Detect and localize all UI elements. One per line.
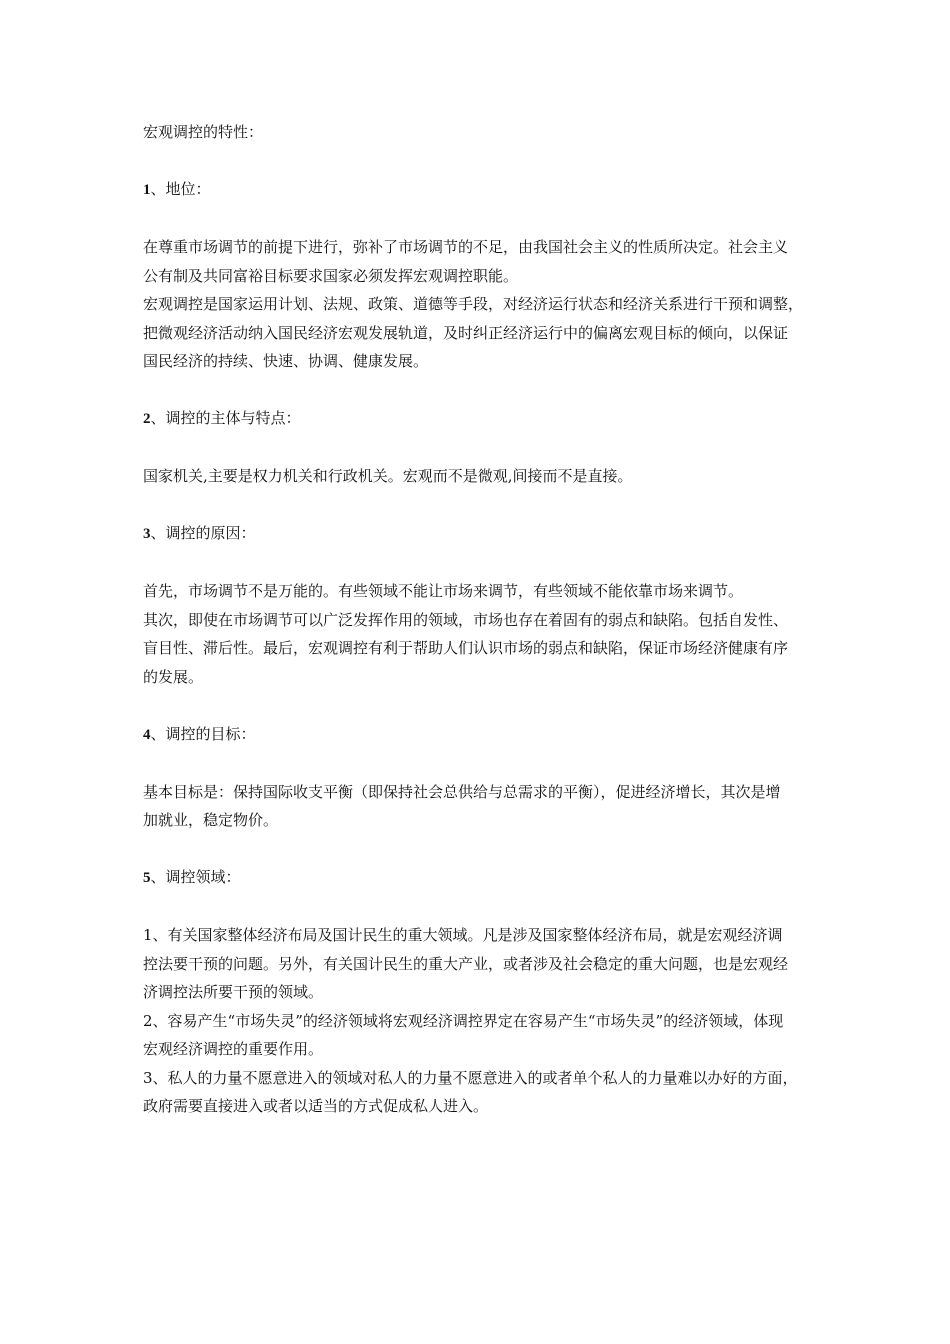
section-heading-text: 、调控的目标： (150, 724, 256, 743)
spacer (143, 434, 893, 463)
paragraph (143, 290, 893, 376)
text-line: 其次，即使在市场调节可以广泛发挥作用的领域，市场也存在着固有的弱点和缺陷。包括自发性、 (143, 610, 789, 629)
spacer (143, 147, 893, 176)
spacer (143, 835, 893, 864)
section-heading (143, 720, 893, 750)
document-title: 宏观调控的特性： (143, 123, 264, 141)
paragraph (143, 233, 893, 290)
paragraph (143, 462, 893, 491)
spacer (143, 749, 893, 778)
text-line: 2、容易产生“市场失灵”的经济领域将宏观经济调控界定在容易产生“市场失灵”的经济领域，体现 (143, 1011, 784, 1030)
paragraph (143, 1064, 893, 1121)
text-line: 加就业，稳定物价。 (143, 811, 279, 829)
paragraph (143, 921, 893, 1007)
section-number: 1 (143, 182, 151, 198)
spacer (143, 691, 893, 720)
text-line: 盲目性、滞后性。最后，宏观调控有利于帮助人们认识市场的弱点和缺陷，保证市场经济健康有序 (143, 639, 789, 657)
section-heading-text: 、调控的原因： (150, 524, 256, 542)
text-line: 首先，市场调节不是万能的。有些领域不能让市场来调节，有些领域不能依靠市场来调节。 (143, 582, 744, 600)
text-line: 1、有关国家整体经济布局及国计民生的重大领域。凡是涉及国家整体经济布局，就是宏观经济调 (143, 926, 783, 944)
section-heading (143, 175, 893, 205)
section-heading-text: 、调控领域： (150, 868, 241, 886)
section-heading (143, 404, 893, 434)
text-line: 基本目标是：保持国际收支平衡（即保持社会总供给与总需求的平衡），促进经济增长，其次是增 (143, 782, 781, 801)
section-number: 2 (143, 411, 151, 427)
paragraph (143, 1007, 893, 1064)
text-line: 在尊重市场调节的前提下进行，弥补了市场调节的不足，由我国社会主义的性质所决定。社会主义 (143, 238, 789, 256)
section-heading (143, 519, 893, 549)
document-body (143, 118, 893, 1121)
section-number: 4 (143, 726, 151, 743)
section-heading-text: 、地位： (150, 180, 211, 198)
section-number: 3 (143, 526, 151, 542)
text-line: 济调控法所要干预的领域。 (143, 983, 324, 1001)
text-line: 公有制及共同富裕目标要求国家必须发挥宏观调控职能。 (143, 266, 519, 285)
text-line: 国民经济的持续、快速、协调、健康发展。 (143, 352, 429, 370)
section-number: 5 (143, 870, 151, 886)
text-line: 宏观调控是国家运用计划、法规、政策、道德等手段，对经济运行状态和经济关系进行干预和调整， (143, 295, 804, 313)
paragraph (143, 577, 893, 606)
spacer (143, 376, 893, 405)
spacer (143, 491, 893, 520)
spacer (143, 893, 893, 922)
spacer (143, 205, 893, 234)
paragraph (143, 778, 893, 835)
text-line: 控法要干预的问题。另外，有关国计民生的重大产业，或者涉及社会稳定的重大问题，也是宏观经 (143, 954, 789, 973)
text-line: 3、私人的力量不愿意进入的领域对私人的力量不愿意进入的或者单个私人的力量难以办好的方面， (143, 1068, 798, 1087)
text-line: 的发展。 (143, 667, 204, 686)
text-line: 宏观经济调控的重要作用。 (143, 1040, 324, 1058)
section-heading (143, 863, 893, 893)
paragraph (143, 606, 893, 692)
section-heading-text: 、调控的主体与特点： (150, 409, 301, 427)
text-line: 政府需要直接进入或者以适当的方式促成私人进入。 (143, 1097, 489, 1115)
text-line: 把微观经济活动纳入国民经济宏观发展轨道，及时纠正经济运行中的偏离宏观目标的倾向，以保证 (143, 323, 789, 342)
spacer (143, 549, 893, 578)
text-line: 国家机关,主要是权力机关和行政机关。宏观而不是微观,间接而不是直接。 (143, 467, 633, 485)
